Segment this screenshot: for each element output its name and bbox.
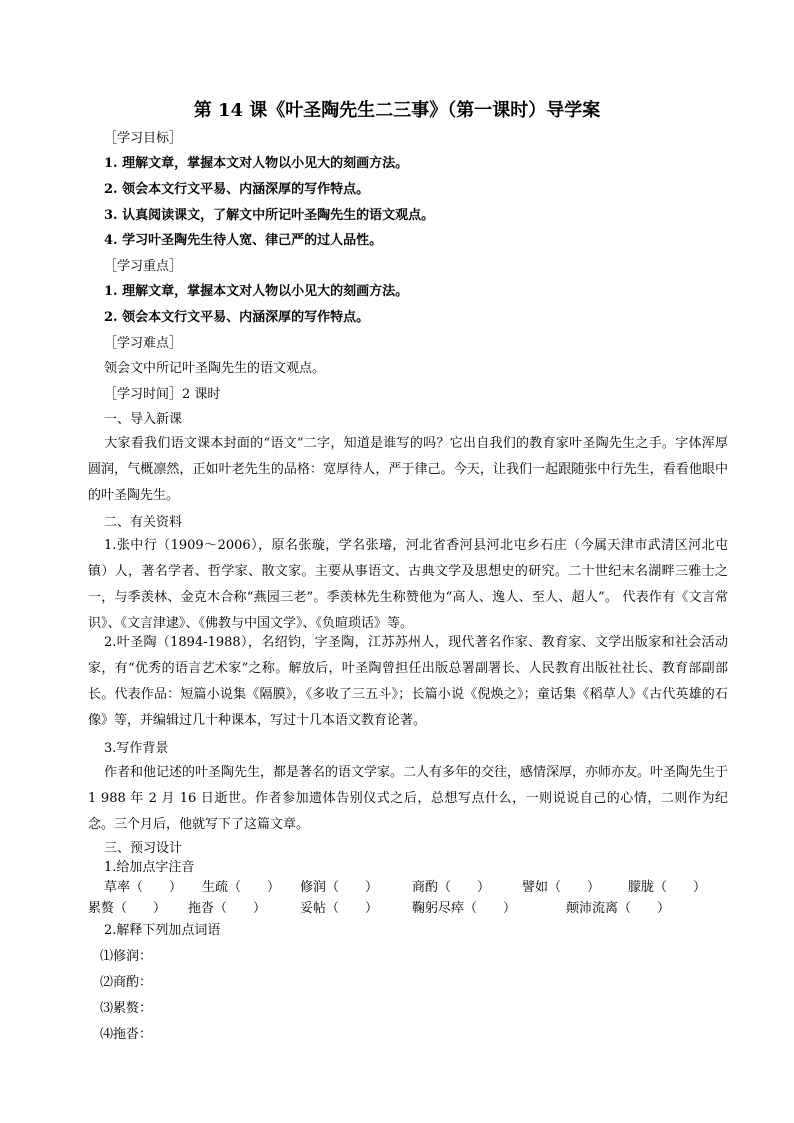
pinyin-item: 朦胧（ ） (628, 880, 707, 895)
difficulty-text: 领会文中所记叶圣陶先生的语文观点。 (104, 361, 326, 376)
pinyin-item: 鞠躬尽瘁（ ） (412, 901, 517, 916)
section2-heading: 二、有关资料 (104, 515, 183, 530)
ye-shengtao-bio: 2.叶圣陶（1894-1988），名绍钧，字圣陶，江苏苏州人，现代著名作家、教育家、文学出版家和社会活动家，有“优秀的语言艺术家”之称。解放后，叶圣陶曾担任出版总署副署长、人民教育出版社社长、教育部副部长。代表作品：短篇小说集《隔膜》，《多收了三五斗》；长篇小说《倪焕之》；童话集《稻草人》《古代英雄的石像》等，并编辑过几十种课本，写过十几本语文教育论著。 (88, 635, 728, 728)
pinyin-item: 拖沓（ ） (188, 901, 267, 916)
section2-item2 (88, 630, 728, 734)
section1-text (88, 431, 728, 509)
section1-heading: 一、导入新课 (104, 412, 183, 427)
focus-item: 1. 理解文章，掌握本文对人物以小见大的刻画方法。 (104, 284, 409, 299)
pinyin-item: 颠沛流离（ ） (566, 901, 671, 916)
pinyin-item: 草率（ ） (104, 880, 183, 895)
study-time: ［学习时间］2 课时 (104, 387, 221, 402)
section2-item3 (88, 760, 728, 838)
goal-item: 4. 学习叶圣陶先生待人宽、律己严的过人品性。 (104, 233, 383, 248)
section2-item1 (88, 533, 728, 637)
definition-item: ⑶累赘： (100, 1001, 153, 1016)
pinyin-item: 譬如（ ） (522, 880, 601, 895)
definition-item: ⑵商酌： (100, 975, 153, 990)
page-title: 第 14 课《叶圣陶先生二三事》（第一课时）导学案 (193, 100, 601, 121)
focus-item: 2. 领会本文行文平易、内涵深厚的写作特点。 (104, 310, 370, 325)
goal-item: 3. 认真阅读课文，了解文中所记叶圣陶先生的语文观点。 (104, 208, 435, 223)
zhang-zhongxing-bio: 1.张中行（1909～2006），原名张璇，学名张璿，河北省香河县河北屯乡石庄（今属天津市武清区河北屯镇）人，著名学者、哲学家、散文家。主要从事语文、古典文学及思想史的研究。二十世纪末名湖畔三雅士之一，与季羡林、金克木合称“燕园三老”。季羡林先生称赞他为“高人、逸人、至人、超人”。 代表作有《文言常识》、《文言津逮》、《佛教与中国文学》、《负暄琐话》等。 (88, 538, 728, 631)
pinyin-item: 商酌（ ） (412, 880, 491, 895)
definition-item: ⑴修润： (100, 949, 153, 964)
section3-heading: 三、预习设计 (104, 841, 183, 856)
pinyin-task-heading: 1.给加点字注音 (104, 860, 195, 875)
focus-heading: ［学习重点］ (104, 259, 183, 274)
definition-task-heading: 2.解释下列加点词语 (104, 923, 221, 938)
pinyin-item: 累赘（ ） (88, 901, 167, 916)
background-heading: 3.写作背景 (104, 741, 169, 756)
difficulty-heading: ［学习难点］ (104, 336, 183, 351)
goal-item: 2. 领会本文行文平易、内涵深厚的写作特点。 (104, 182, 370, 197)
goal-item: 1. 理解文章，掌握本文对人物以小见大的刻画方法。 (104, 156, 409, 171)
pinyin-item: 妥帖（ ） (300, 901, 379, 916)
definition-item: ⑷拖沓： (100, 1027, 153, 1042)
writing-background: 作者和他记述的叶圣陶先生，都是著名的语文学家。二人有多年的交往，感情深厚，亦师亦友。叶圣陶先生于 1 988 年 2 月 16 日逝世。作者参加遗体告别仪式之后，总想写点什么，一则说说自己的心情，二则作为纪念。三个月后，他就写下了这篇文章。 (88, 765, 729, 832)
pinyin-item: 修润（ ） (300, 880, 379, 895)
pinyin-item: 生疏（ ） (202, 880, 281, 895)
section1-body: 大家看我们语文课本封面的“语文”二字，知道是谁写的吗？它出自我们的教育家叶圣陶先生之手。字体浑厚圆润，气概凛然，正如叶老先生的品格：宽厚待人，严于律己。今天，让我们一起跟随张中行先生，看看他眼中的叶圣陶先生。 (88, 436, 728, 503)
goals-heading: ［学习目标］ (104, 131, 183, 146)
